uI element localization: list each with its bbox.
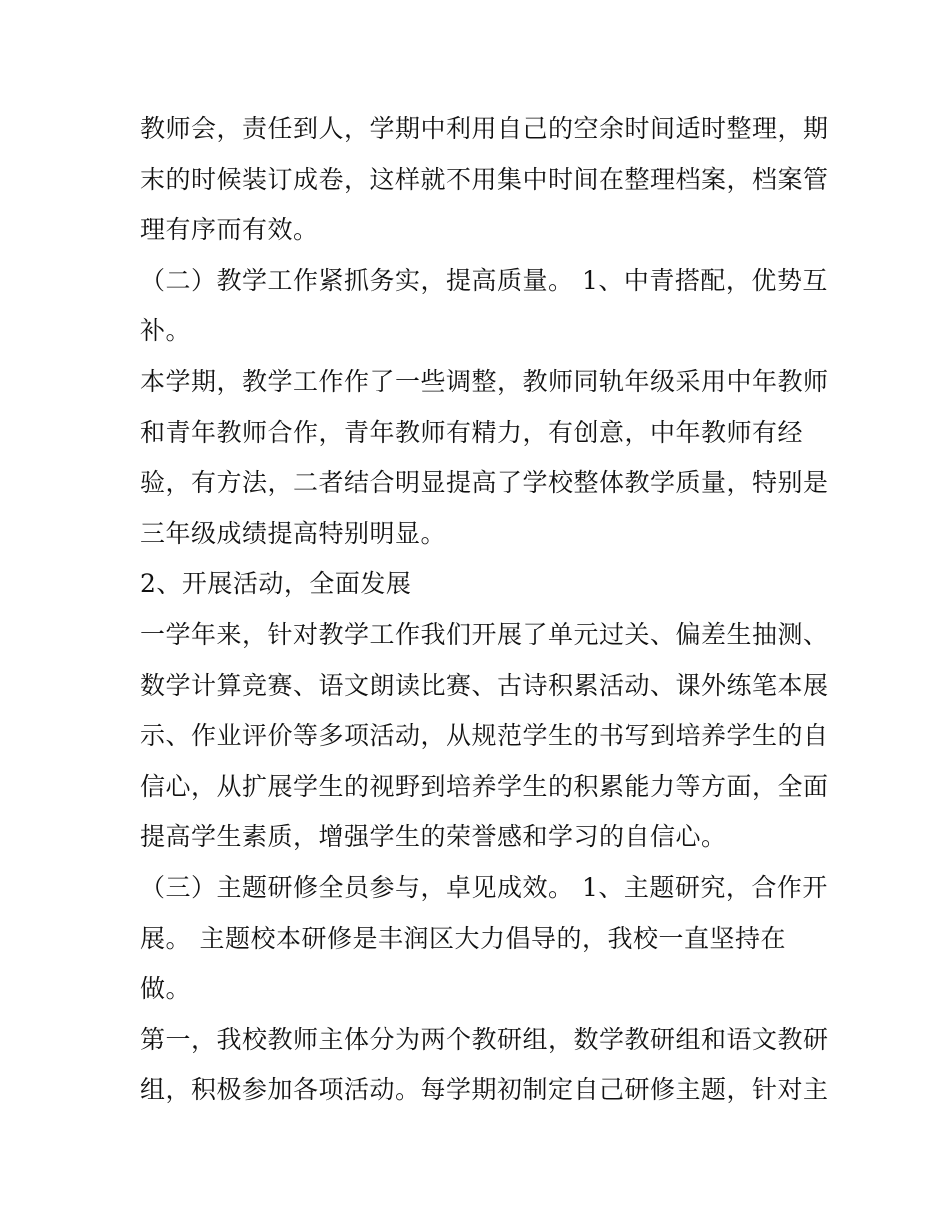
body-text bbox=[140, 104, 829, 1116]
section-heading-line: （二）教学工作紧抓务实，提高质量。 1、中青搭配，优势互 bbox=[140, 265, 828, 295]
text-line: 信心，从扩展学生的视野到培养学生的积累能力等方面，全面 bbox=[140, 771, 829, 801]
text-line: 验，有方法，二者结合明显提高了学校整体教学质量，特别是 bbox=[140, 468, 829, 498]
text-line: 展。 主题校本研修是丰润区大力倡导的，我校一直坚持在 bbox=[140, 923, 786, 953]
text-line: 教师会，责任到人，学期中利用自己的空余时间适时整理，期 bbox=[140, 114, 829, 143]
text-line: 补。 bbox=[140, 316, 192, 346]
text-line: 和青年教师合作，青年教师有精力，有创意，中年教师有经 bbox=[140, 417, 804, 447]
text-line: 一学年来，针对教学工作我们开展了单元过关、偏差生抽测、 bbox=[140, 619, 829, 649]
subheading-line: 2、开展活动，全面发展 bbox=[140, 569, 412, 599]
text-line: 三年级成绩提高特别明显。 bbox=[140, 518, 447, 548]
text-line: 数学计算竞赛、语文朗读比赛、古诗积累活动、课外练笔本展 bbox=[140, 670, 829, 700]
text-line: 示、作业评价等多项活动，从规范学生的书写到培养学生的自 bbox=[140, 721, 829, 751]
text-line: 末的时候装订成卷，这样就不用集中时间在整理档案，档案管 bbox=[140, 164, 829, 194]
text-line: 本学期，教学工作作了一些调整，教师同轨年级采用中年教师 bbox=[140, 366, 829, 396]
text-line: 提高学生素质，增强学生的荣誉感和学习的自信心。 bbox=[140, 822, 727, 852]
text-line: 组，积极参加各项活动。每学期初制定自己研修主题，针对主 bbox=[140, 1075, 829, 1105]
text-line: 理有序而有效。 bbox=[140, 215, 319, 245]
text-line: 第一，我校教师主体分为两个教研组，数学教研组和语文教研 bbox=[140, 1024, 829, 1054]
text-line: 做。 bbox=[140, 974, 192, 1004]
section-heading-line: （三）主题研修全员参与，卓见成效。 1、主题研究，合作开 bbox=[140, 872, 828, 902]
